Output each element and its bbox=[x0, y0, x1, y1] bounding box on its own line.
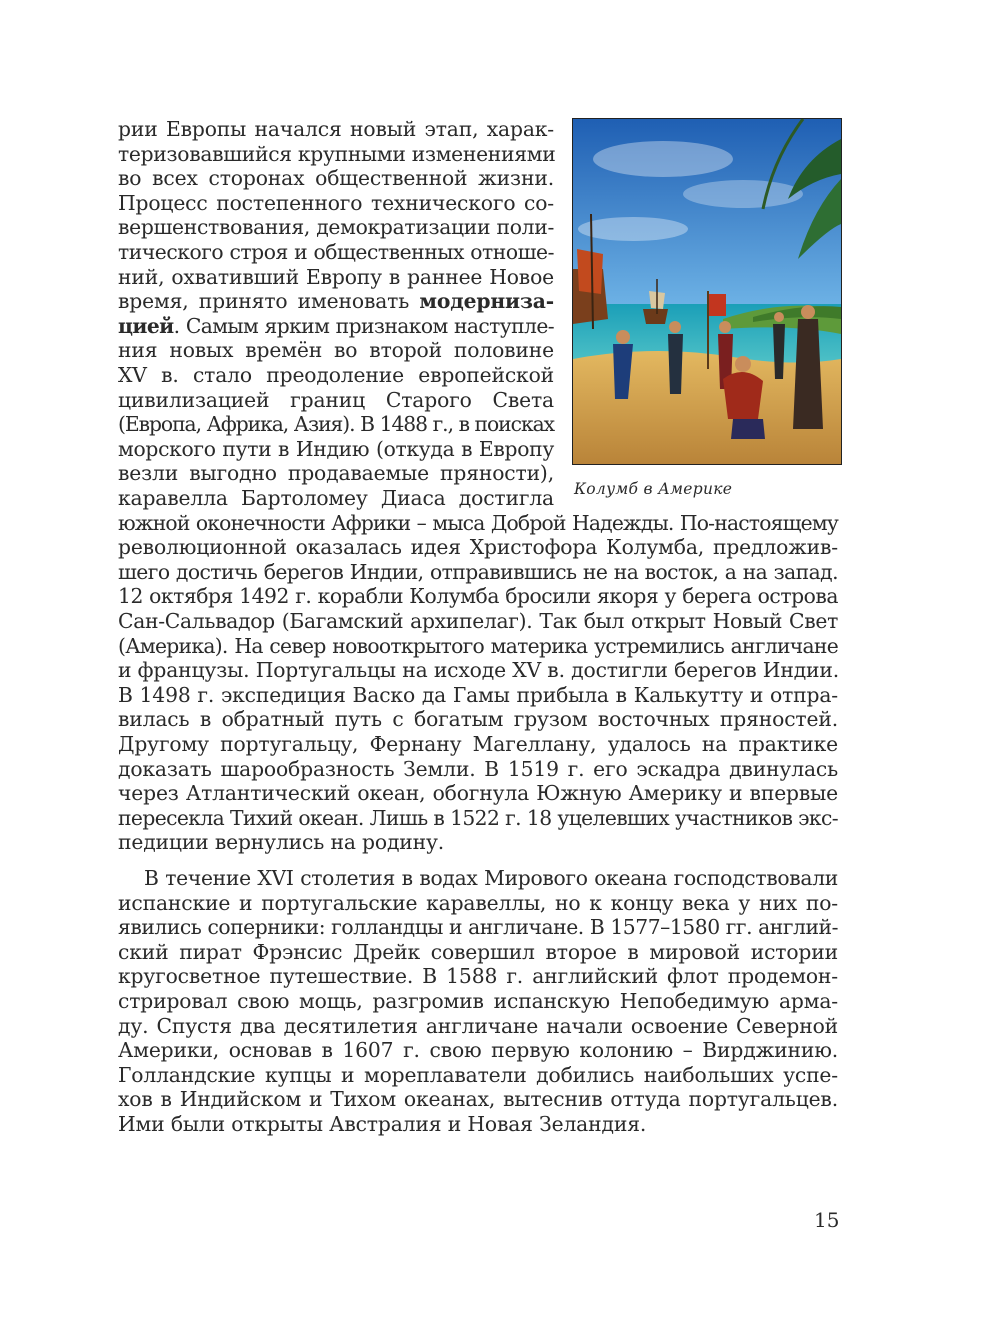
text-line: ский пират Фрэнсис Дрейк совершил второе в мировой истории bbox=[118, 939, 838, 964]
text-line: южной оконечности Африки – мыса Доброй Надежды. По-настоящему bbox=[118, 510, 838, 535]
columbus-illustration bbox=[572, 118, 842, 465]
text-line: испанские и португальские каравеллы, но к концу века у них по- bbox=[118, 890, 838, 915]
text-line: каравелла Бартоломеу Диаса достигла bbox=[118, 486, 554, 510]
text-run: . Самым ярким признаком наступле- bbox=[173, 313, 554, 338]
text-line: Ими были открыты Австралия и Новая Зеландия. bbox=[118, 1112, 647, 1136]
text-line: явились соперники: голландцы и англичане. В 1577–1580 гг. англий- bbox=[118, 915, 838, 940]
text-line: через Атлантический океан, обогнула Южную Америку и впервые bbox=[118, 781, 838, 806]
text-line: Другому португальцу, Фернану Магеллану, удалось на практике bbox=[118, 732, 838, 756]
text-line: во всех сторонах общественной жизни. bbox=[118, 166, 554, 191]
text-line: XV в. стало преодоление европейской bbox=[118, 363, 554, 387]
text-line: педиции вернулись на родину. bbox=[118, 830, 445, 855]
text-line: Голландские купцы и мореплаватели добились наибольших успе- bbox=[118, 1062, 838, 1087]
text-line: В 1498 г. экспедиция Васко да Гамы прибыла в Калькутту и отпра- bbox=[118, 682, 838, 707]
text-line: теризовавшийся крупными изменениями bbox=[118, 141, 556, 166]
text-line: 12 октября 1492 г. корабли Колумба бросили якоря у берега острова bbox=[118, 584, 838, 609]
text-line: цивилизацией границ Старого Света bbox=[118, 387, 554, 412]
text-line: доказать шарообразность Земли. В 1519 г. его эскадра двинулась bbox=[118, 756, 838, 781]
text-line: рии Европы начался новый этап, харак- bbox=[118, 117, 554, 141]
text-line: вилась в обратный путь с богатым грузом восточных пряностей. bbox=[118, 707, 838, 732]
term-modernization: модерниза- bbox=[419, 289, 554, 314]
figure-caption: Колумб в Америке bbox=[574, 480, 733, 498]
text-line bbox=[118, 314, 554, 339]
page-number: 15 bbox=[814, 1208, 840, 1232]
text-line: революционной оказалась идея Христофора Колумба, предложив- bbox=[118, 535, 838, 560]
text-line: (Америка). На север новооткрытого материка устремились англичане bbox=[118, 633, 838, 658]
text-line: стрировал свою мощь, разгромив испанскую Непобедимую арма- bbox=[118, 989, 838, 1013]
text-line: тического строя и общественных отноше- bbox=[118, 240, 554, 264]
text-line: ду. Спустя два десятилетия англичане начали освоение Северной bbox=[118, 1013, 838, 1038]
text-run: время, принято именовать bbox=[118, 289, 420, 314]
text-line: хов в Индийском и Тихом океанах, вытеснив оттуда португальцев. bbox=[118, 1087, 838, 1112]
text-line: пересекла Тихий океан. Лишь в 1522 г. 18 уцелевших участников экс- bbox=[118, 805, 838, 830]
text-line: вершенствования, демократизации поли- bbox=[118, 215, 554, 240]
text-line: ний, охвативший Европу в раннее Новое bbox=[118, 264, 554, 289]
text-line: ния новых времён во второй половине bbox=[118, 338, 554, 363]
text-line: (Европа, Африка, Азия). В 1488 г., в поисках bbox=[118, 412, 554, 437]
text-line: и французы. Португальцы на исходе XV в. достигли берегов Индии. bbox=[118, 658, 840, 683]
text-line: кругосветное путешествие. В 1588 г. английский флот продемон- bbox=[118, 964, 838, 989]
text-line: Америки, основав в 1607 г. свою первую колонию – Вирджинию. bbox=[118, 1038, 838, 1063]
term-modernization-end: цией bbox=[118, 313, 174, 338]
text-line bbox=[118, 289, 554, 314]
text-line: Сан-Сальвадор (Багамский архипелаг). Так был открыт Новый Свет bbox=[118, 609, 838, 633]
text-line: В течение XVI столетия в водах Мирового океана господствовали bbox=[144, 866, 838, 890]
text-line: везли выгодно продаваемые пряности), bbox=[118, 461, 554, 486]
columbus-landing-image bbox=[573, 119, 841, 464]
text-line: морского пути в Индию (откуда в Европу bbox=[118, 436, 554, 461]
text-line: шего достичь берегов Индии, отправившись не на восток, а на запад. bbox=[118, 559, 838, 584]
text-line: Процесс постепенного технического со- bbox=[118, 190, 554, 215]
